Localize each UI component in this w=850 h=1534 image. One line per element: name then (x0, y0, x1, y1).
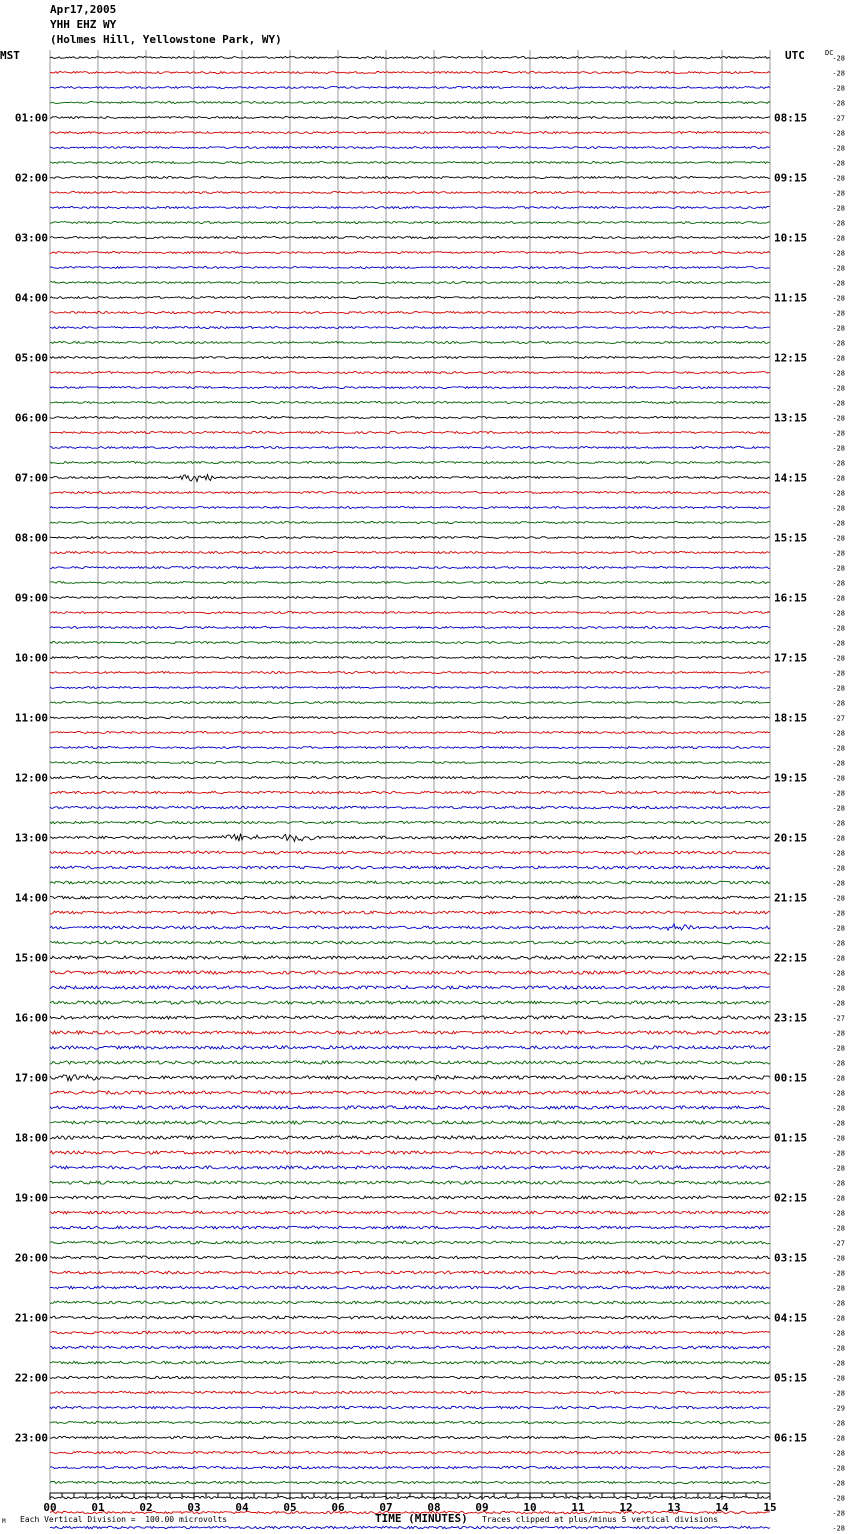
dc-offset-label: -28 (832, 234, 845, 243)
dc-offset-label: -28 (832, 819, 845, 828)
trace-row (50, 1075, 770, 1081)
trace-row (50, 1241, 770, 1244)
dc-offset-label: -28 (832, 1314, 845, 1323)
dc-offset-label: -28 (832, 1059, 845, 1068)
trace-row (50, 222, 770, 224)
left-timezone-label: MST (0, 49, 20, 62)
trace-row (50, 147, 770, 149)
dc-offset-label: -28 (832, 744, 845, 753)
dc-offset-label: -28 (832, 1254, 845, 1263)
trace-row (50, 851, 770, 854)
utc-hour-label: 06:15 (774, 1431, 808, 1445)
trace-row (50, 627, 770, 629)
utc-hour-label: 10:15 (774, 231, 808, 245)
trace-row (50, 866, 770, 869)
trace-row (50, 806, 770, 808)
dc-offset-label: -28 (832, 669, 845, 678)
dc-offset-label: -28 (832, 459, 845, 468)
dc-offset-label: -28 (832, 684, 845, 693)
trace-row (50, 507, 770, 509)
dc-offset-label: -28 (832, 1509, 845, 1518)
x-tick-label: 05 (283, 1501, 297, 1514)
dc-offset-label: -28 (832, 294, 845, 303)
utc-hour-label: 15:15 (774, 531, 808, 545)
dc-offset-label: -28 (832, 774, 845, 783)
trace-row (50, 1271, 770, 1274)
trace-row (50, 87, 770, 89)
trace-row (50, 1301, 770, 1304)
x-tick-label: 12 (619, 1501, 633, 1514)
mst-hour-label: 16:00 (14, 1011, 48, 1025)
dc-offset-label: -28 (832, 1359, 845, 1368)
station-location: (Holmes Hill, Yellowstone Park, WY) (50, 33, 282, 46)
dc-offset-label: -28 (832, 1434, 845, 1443)
trace-row (50, 102, 770, 104)
x-tick-label: 07 (379, 1501, 393, 1514)
dc-offset-label: -28 (832, 849, 845, 858)
trace-row (50, 72, 770, 74)
utc-hour-label: 11:15 (774, 291, 808, 305)
mst-hour-label: 06:00 (14, 411, 48, 425)
dc-offset-label: -28 (832, 384, 845, 393)
trace-row (50, 267, 770, 269)
trace-row (50, 522, 770, 524)
x-tick-label: 09 (475, 1501, 489, 1514)
clipping-note: Traces clipped at plus/minus 5 vertical divisions (482, 1515, 719, 1524)
dc-offset-label: -28 (832, 1419, 845, 1428)
dc-offset-label: -28 (832, 69, 845, 78)
mst-hour-label: 12:00 (14, 771, 48, 785)
utc-hour-label: 12:15 (774, 351, 808, 365)
dc-offset-label: -28 (832, 1389, 845, 1398)
trace-row (50, 475, 770, 482)
x-tick-label: 10 (523, 1501, 537, 1514)
utc-hour-label: 08:15 (774, 111, 808, 125)
utc-hour-label: 16:15 (774, 591, 808, 605)
trace-row (50, 911, 770, 914)
dc-offset-label: -28 (832, 444, 845, 453)
trace-row (50, 717, 770, 719)
x-tick-label: 15 (763, 1501, 777, 1514)
trace-row (50, 597, 770, 599)
trace-row (50, 357, 770, 359)
trace-row (50, 1346, 770, 1349)
trace-row (50, 1226, 770, 1229)
utc-hour-label: 13:15 (774, 411, 808, 425)
dc-offset-label: -28 (832, 1029, 845, 1038)
dc-offset-label: -28 (832, 549, 845, 558)
trace-row (50, 1196, 770, 1199)
trace-row (50, 1376, 770, 1378)
utc-hour-label: 20:15 (774, 831, 808, 845)
trace-row (50, 237, 770, 239)
dc-offset-label: -28 (832, 654, 845, 663)
utc-hour-label: 21:15 (774, 891, 808, 905)
mst-hour-label: 11:00 (14, 711, 48, 725)
logo-mark: M (2, 1518, 6, 1525)
trace-row (50, 372, 770, 374)
trace-row (50, 642, 770, 644)
x-tick-label: 08 (427, 1501, 441, 1514)
trace-row (50, 117, 770, 119)
x-tick-label: 01 (91, 1501, 105, 1514)
mst-hour-label: 14:00 (14, 891, 48, 905)
trace-row (50, 1121, 770, 1124)
dc-offset-label: -28 (832, 1494, 845, 1503)
utc-hour-label: 04:15 (774, 1311, 808, 1325)
dc-offset-label: -28 (832, 1524, 845, 1533)
dc-offset-label: -28 (832, 954, 845, 963)
dc-offset-label: -28 (832, 504, 845, 513)
dc-offset-label: -29 (832, 1404, 845, 1413)
trace-row (50, 252, 770, 254)
dc-offset-label: -28 (832, 429, 845, 438)
dc-offset-label: -28 (832, 969, 845, 978)
x-tick-label: 11 (571, 1501, 585, 1514)
x-tick-label: 04 (235, 1501, 249, 1514)
dc-offset-label: -28 (832, 1074, 845, 1083)
dc-offset-label: -28 (832, 474, 845, 483)
dc-offset-label: -28 (832, 1194, 845, 1203)
trace-row (50, 1361, 770, 1364)
utc-hour-label: 22:15 (774, 951, 808, 965)
trace-row (50, 567, 770, 569)
dc-offset-label: -28 (832, 1374, 845, 1383)
mst-hour-label: 23:00 (14, 1431, 48, 1445)
mst-hour-label: 02:00 (14, 171, 48, 185)
dc-offset-label: -28 (832, 939, 845, 948)
trace-row (50, 834, 770, 842)
trace-row (50, 342, 770, 344)
dc-offset-label: -28 (832, 219, 845, 228)
trace-row (50, 986, 770, 989)
dc-offset-label: -28 (832, 324, 845, 333)
dc-offset-label: -28 (832, 1449, 845, 1458)
mst-hour-label: 15:00 (14, 951, 48, 965)
dc-offset-label: -27 (832, 714, 845, 723)
dc-offset-label: -28 (832, 84, 845, 93)
trace-row (50, 207, 770, 209)
trace-row (50, 327, 770, 329)
dc-offset-label: -28 (832, 204, 845, 213)
dc-offset-label: -28 (832, 1299, 845, 1308)
dc-offset-label: -28 (832, 579, 845, 588)
trace-row (50, 132, 770, 134)
dc-offset-label: -28 (832, 924, 845, 933)
trace-row (50, 762, 770, 764)
plot-date: Apr17,2005 (50, 3, 117, 16)
dc-offset-label: -28 (832, 864, 845, 873)
trace-row (50, 537, 770, 539)
dc-offset-label: -28 (832, 309, 845, 318)
trace-row (50, 582, 770, 584)
trace-row (50, 1106, 770, 1109)
trace-row (50, 297, 770, 299)
dc-offset-label: -28 (832, 174, 845, 183)
dc-offset-label: -28 (832, 1119, 845, 1128)
trace-row (50, 417, 770, 419)
trace-row (50, 1001, 770, 1004)
dc-offset-label: -28 (832, 354, 845, 363)
x-tick-label: 03 (187, 1501, 201, 1514)
trace-row (50, 1526, 770, 1528)
trace-row (50, 821, 770, 823)
dc-offset-label: -28 (832, 729, 845, 738)
trace-row (50, 1211, 770, 1214)
dc-offset-label: -28 (832, 129, 845, 138)
utc-hour-label: 19:15 (774, 771, 808, 785)
station-code: YHH EHZ WY (50, 18, 117, 31)
trace-row (50, 1406, 770, 1408)
dc-offset-label: -28 (832, 1479, 845, 1488)
trace-row (50, 672, 770, 674)
x-tick-label: 13 (667, 1501, 681, 1514)
trace-row (50, 462, 770, 464)
trace-row (50, 387, 770, 389)
dc-offset-label: -28 (832, 639, 845, 648)
dc-offset-label: -28 (832, 594, 845, 603)
utc-hour-label: 05:15 (774, 1371, 808, 1385)
utc-hour-label: 14:15 (774, 471, 808, 485)
dc-offset-label: -28 (832, 1104, 845, 1113)
dc-offset-label: -28 (832, 1224, 845, 1233)
dc-offset-label: -28 (832, 1284, 845, 1293)
mst-hour-label: 01:00 (14, 111, 48, 125)
mst-hour-label: 03:00 (14, 231, 48, 245)
dc-offset-label: -28 (832, 1164, 845, 1173)
dc-offset-label: -28 (832, 759, 845, 768)
trace-row (50, 687, 770, 689)
dc-offset-label: -28 (832, 369, 845, 378)
dc-offset-label: -28 (832, 189, 845, 198)
trace-row (50, 1061, 770, 1064)
trace-row (50, 1421, 770, 1423)
x-axis-title: TIME (MINUTES) (375, 1512, 468, 1525)
dc-offset-label: -28 (832, 909, 845, 918)
dc-offset-label: -27 (832, 1239, 845, 1248)
trace-row (50, 1466, 770, 1468)
trace-row (50, 747, 770, 749)
trace-row (50, 1316, 770, 1319)
trace-row (50, 1436, 770, 1438)
dc-offset-label: -28 (832, 489, 845, 498)
mst-hour-label: 05:00 (14, 351, 48, 365)
utc-hour-label: 02:15 (774, 1191, 808, 1205)
trace-row (50, 612, 770, 614)
utc-hour-label: 23:15 (774, 1011, 808, 1025)
dc-offset-label: -28 (832, 699, 845, 708)
dc-offset-label: -28 (832, 1179, 845, 1188)
dc-offset-label: -28 (832, 1329, 845, 1338)
trace-row (50, 1256, 770, 1259)
dc-offset-label: -28 (832, 609, 845, 618)
mst-hour-label: 22:00 (14, 1371, 48, 1385)
dc-offset-label: -28 (832, 624, 845, 633)
dc-offset-label: -28 (832, 834, 845, 843)
trace-row (50, 192, 770, 194)
trace-row (50, 776, 770, 778)
dc-offset-label: -28 (832, 1134, 845, 1143)
trace-row (50, 177, 770, 179)
utc-hour-label: 09:15 (774, 171, 808, 185)
mst-hour-label: 19:00 (14, 1191, 48, 1205)
trace-row (50, 402, 770, 404)
dc-offset-label: -28 (832, 1269, 845, 1278)
trace-row (50, 1046, 770, 1049)
utc-hour-label: 00:15 (774, 1071, 808, 1085)
dc-offset-label: -28 (832, 1464, 845, 1473)
mst-hour-label: 20:00 (14, 1251, 48, 1265)
dc-offset-label: -28 (832, 159, 845, 168)
trace-row (50, 1286, 770, 1289)
trace-row (50, 1166, 770, 1169)
dc-offset-label: -28 (832, 1044, 845, 1053)
trace-row (50, 971, 770, 974)
trace-row (50, 552, 770, 554)
trace-row (50, 1031, 770, 1034)
dc-offset-label: -28 (832, 519, 845, 528)
trace-row (50, 1136, 770, 1139)
dc-offset-label: -28 (832, 339, 845, 348)
trace-row (50, 1331, 770, 1334)
trace-row (50, 432, 770, 434)
utc-hour-label: 18:15 (774, 711, 808, 725)
trace-row (50, 881, 770, 884)
x-tick-label: 00 (43, 1501, 57, 1514)
dc-offset-label: -28 (832, 414, 845, 423)
mst-hour-label: 18:00 (14, 1131, 48, 1145)
dc-offset-label: -28 (832, 1344, 845, 1353)
dc-offset-label: -28 (832, 984, 845, 993)
trace-row (50, 447, 770, 449)
dc-offset-label: -28 (832, 1149, 845, 1158)
dc-offset-label: -28 (832, 264, 845, 273)
dc-offset-label: -28 (832, 1089, 845, 1098)
trace-row (50, 956, 770, 959)
mst-hour-label: 07:00 (14, 471, 48, 485)
trace-row (50, 1091, 770, 1094)
mst-hour-label: 04:00 (14, 291, 48, 305)
mst-hour-label: 17:00 (14, 1071, 48, 1085)
trace-row (50, 1151, 770, 1154)
dc-offset-label: -28 (832, 789, 845, 798)
dc-offset-label: -28 (832, 279, 845, 288)
trace-row (50, 1391, 770, 1393)
trace-row (50, 1451, 770, 1453)
dc-offset-label: -28 (832, 999, 845, 1008)
trace-row (50, 657, 770, 659)
trace-row (50, 492, 770, 494)
utc-hour-label: 17:15 (774, 651, 808, 665)
mst-hour-label: 21:00 (14, 1311, 48, 1325)
dc-offset-label: -28 (832, 1209, 845, 1218)
dc-label: DC (825, 49, 834, 57)
trace-row (50, 312, 770, 314)
dc-offset-label: -28 (832, 879, 845, 888)
dc-offset-label: -28 (832, 399, 845, 408)
trace-row (50, 57, 770, 59)
trace-row (50, 941, 770, 944)
dc-offset-label: -27 (832, 1014, 845, 1023)
dc-offset-label: -27 (832, 114, 845, 123)
utc-hour-label: 01:15 (774, 1131, 808, 1145)
trace-row (50, 924, 770, 930)
mst-hour-label: 10:00 (14, 651, 48, 665)
trace-row (50, 791, 770, 793)
mst-hour-label: 09:00 (14, 591, 48, 605)
right-timezone-label: UTC (785, 49, 805, 62)
x-tick-label: 14 (715, 1501, 729, 1514)
dc-offset-label: -28 (832, 804, 845, 813)
dc-offset-label: -28 (832, 249, 845, 258)
trace-row (50, 162, 770, 164)
trace-row (50, 702, 770, 704)
dc-offset-label: -28 (832, 564, 845, 573)
trace-row (50, 1016, 770, 1019)
x-tick-label: 06 (331, 1501, 345, 1514)
dc-offset-label: -28 (832, 99, 845, 108)
vertical-scale-note: Each Vertical Division = 100.00 microvolts (20, 1515, 228, 1524)
trace-row (50, 896, 770, 899)
mst-hour-label: 08:00 (14, 531, 48, 545)
dc-offset-label: -28 (832, 534, 845, 543)
trace-row (50, 1481, 770, 1483)
dc-offset-label: -28 (832, 54, 845, 63)
dc-offset-label: -28 (832, 894, 845, 903)
utc-hour-label: 03:15 (774, 1251, 808, 1265)
x-tick-label: 02 (139, 1501, 153, 1514)
trace-row (50, 282, 770, 284)
dc-offset-label: -28 (832, 144, 845, 153)
trace-row (50, 732, 770, 734)
mst-hour-label: 13:00 (14, 831, 48, 845)
trace-row (50, 1181, 770, 1184)
